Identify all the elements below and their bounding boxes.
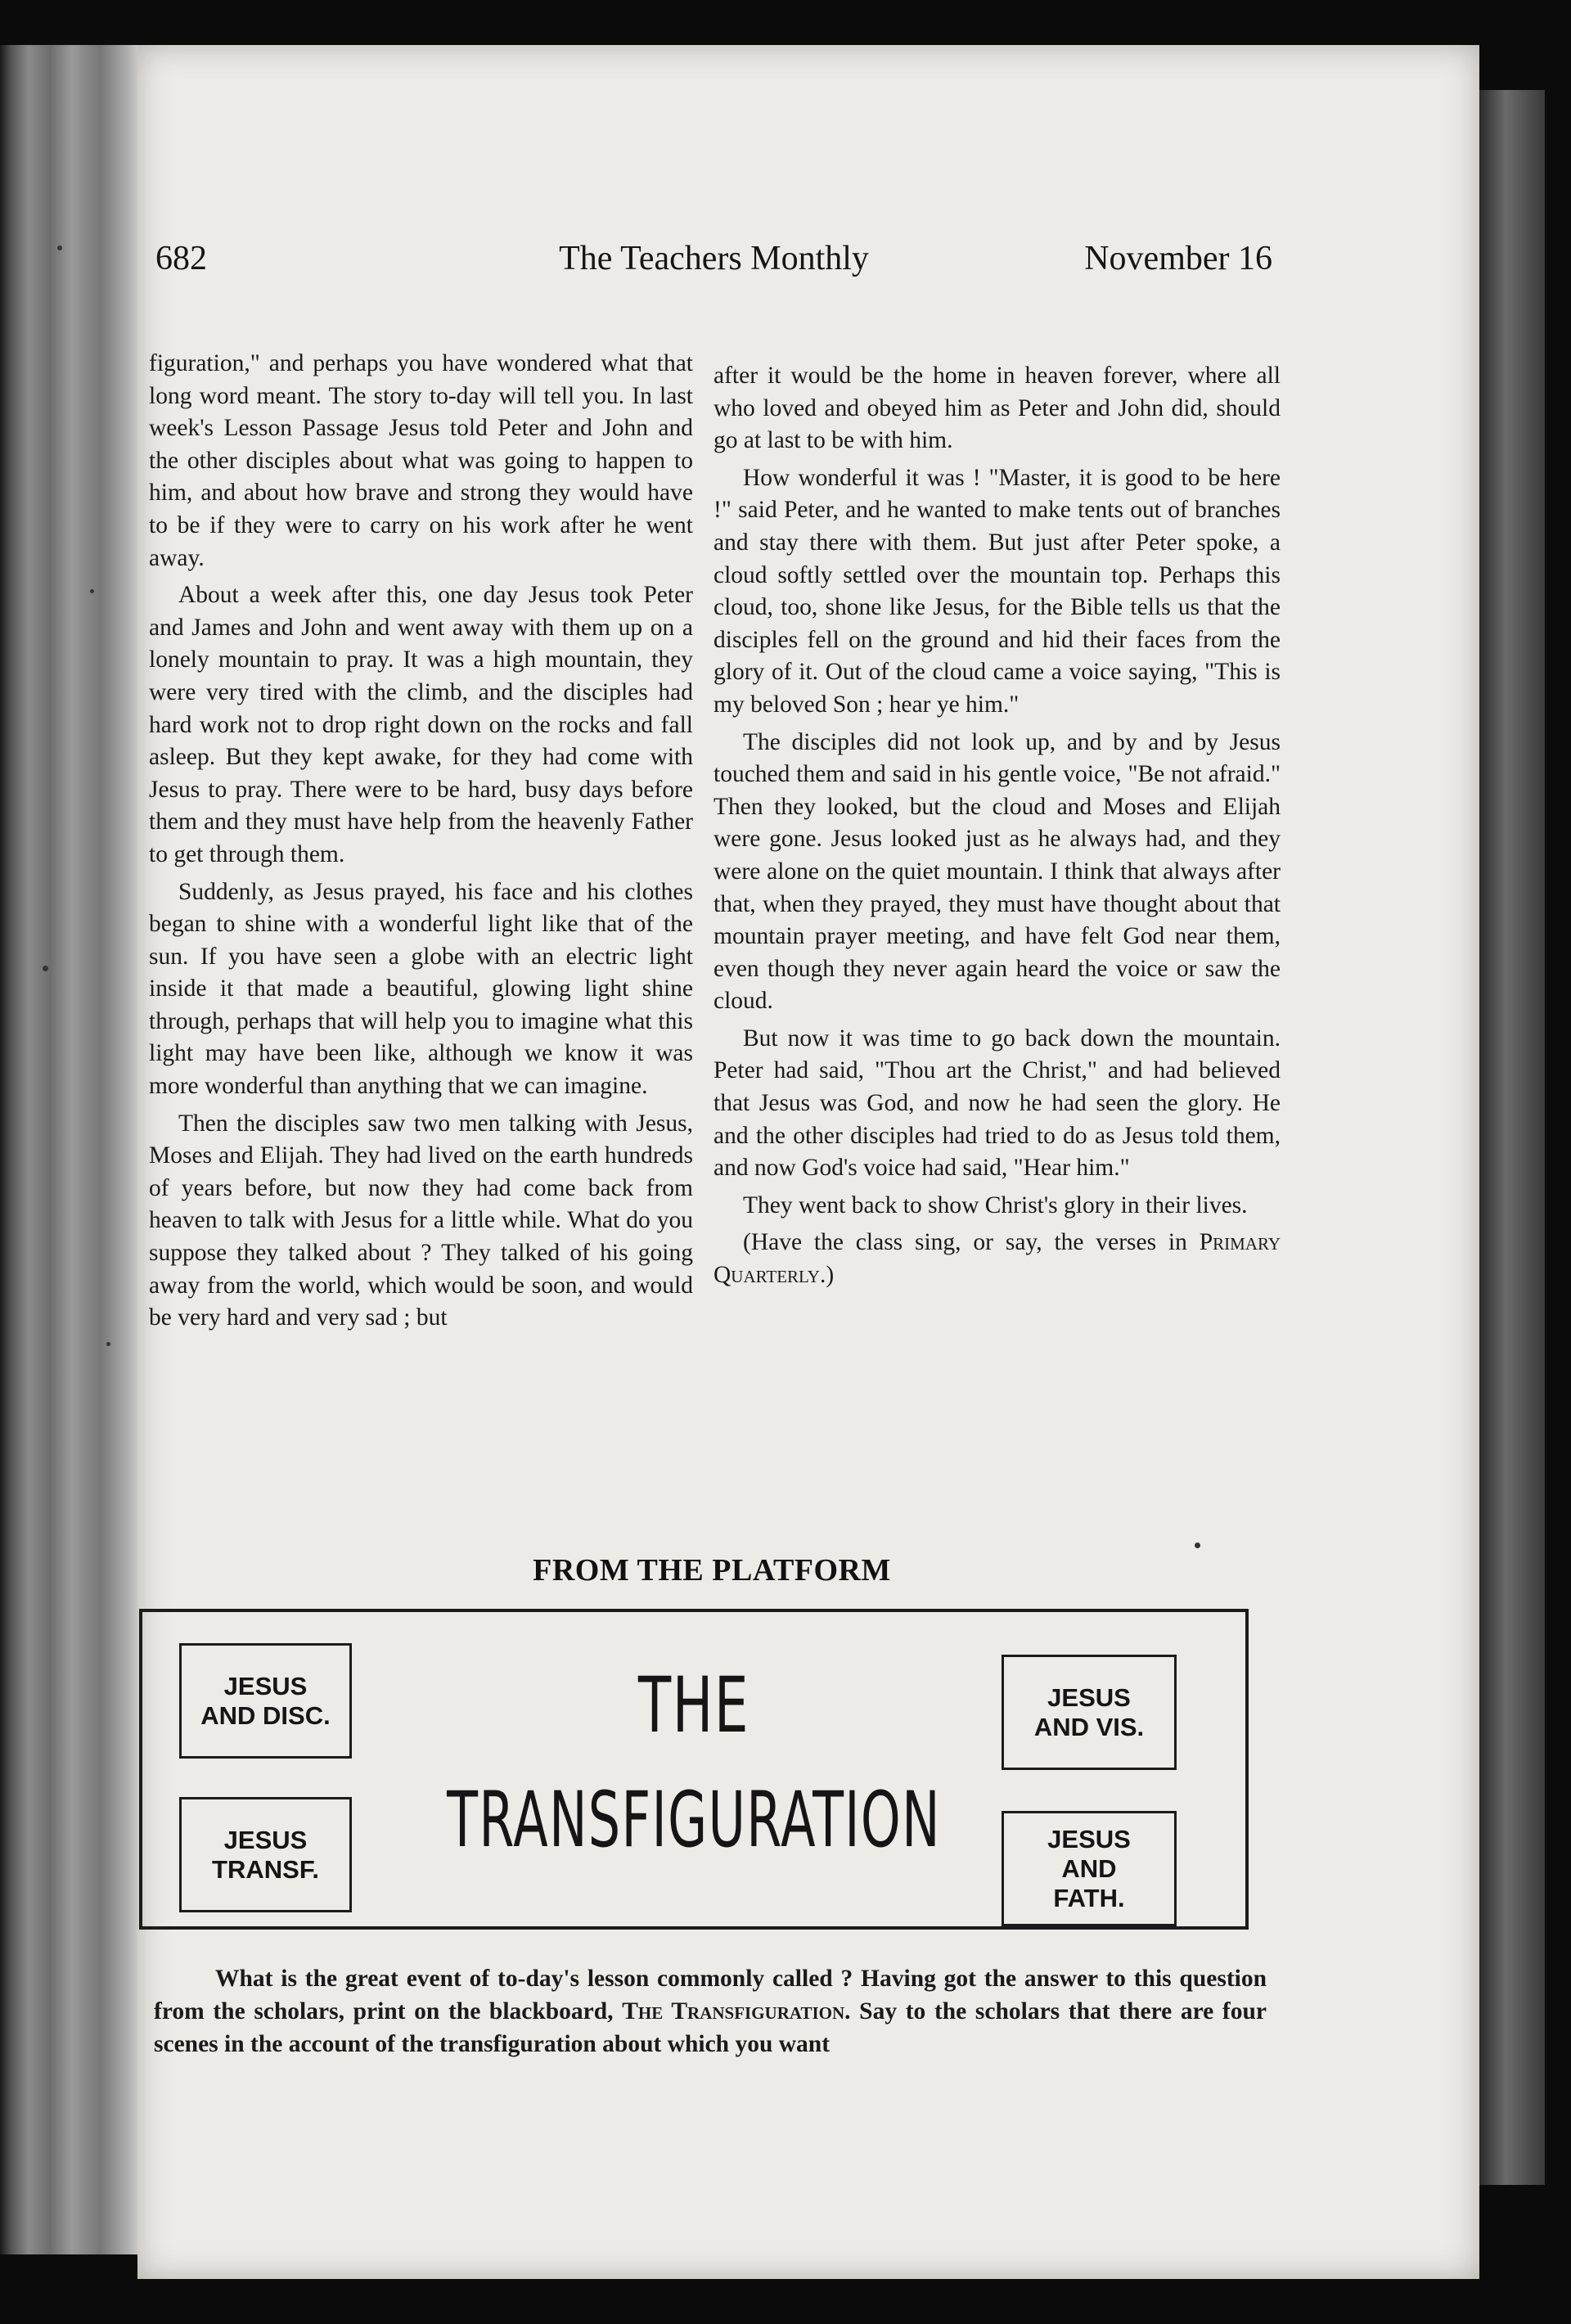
quarterly-reference: Primary Quarterly	[713, 1229, 1281, 1289]
board-title-line2: TRANSFIGURATION	[447, 1776, 941, 1865]
scene-box-transfigured	[179, 1797, 352, 1912]
publication-title: The Teachers Monthly	[559, 240, 869, 277]
right-column	[713, 360, 1281, 1292]
scene-label: FATH.	[1053, 1883, 1125, 1912]
running-header	[155, 239, 1272, 288]
board-title-line1: THE	[637, 1661, 750, 1750]
paper-speck	[90, 589, 94, 593]
paper-speck	[1195, 1543, 1200, 1548]
paper-speck	[57, 245, 62, 250]
instruction-text: . Say to the scholars that there are four scenes in the account of the transfiguration about which you want	[154, 1998, 1267, 2057]
paragraph: figuration," and perhaps you have wondered what that long word meant. The story to-day will tell you. In last week's Lesson Passage Jesus told Peter and John and the other disciples about what was going to happen to him, and about how brave and strong they would have to be if they were to carry on his work after he went away.	[149, 350, 693, 571]
paragraph: About a week after this, one day Jesus took Peter and James and John and went away with them up on a lonely mountain to pray. It was a high mountain, they were very tired with the climb, and the disciples had hard work not to drop right down on the rocks and fall asleep. But they kept awake, for they had come with Jesus to pray. There were to be hard, busy days before them and they must have help from the heavenly Father to get through them.	[149, 582, 693, 867]
scene-label: AND	[1061, 1853, 1117, 1883]
paragraph: after it would be the home in heaven forever, where all who loved and obeyed him as Peter and John did, should go at last to be with him.	[713, 363, 1281, 454]
instruction-paragraph	[154, 1962, 1267, 2061]
scene-label: JESUS	[223, 1671, 308, 1700]
scene-label: TRANSF.	[212, 1854, 319, 1884]
paragraph: How wonderful it was ! "Master, it is good to be here !" said Peter, and he wanted to make tents out of branches and stay there with them. But just after Peter spoke, a cloud softly settled over the mountain top. Perhaps this cloud, too, shone like Jesus, for the Bible tells us that the disciples fell on the ground and hid their faces from the glory of it. Out of the cloud came a voice saying, "This is my beloved Son ; hear ye him."	[713, 464, 1281, 718]
scene-label: JESUS	[1047, 1682, 1131, 1712]
paragraph	[713, 1227, 1281, 1291]
paragraph: Suddenly, as Jesus prayed, his face and his clothes began to shine with a wonderful light like that of the sun. If you have seen a globe with an electric light inside it that made a beautiful, glowing light shine through, perhaps that will help you to imagine what this light may have been like, although we know it was more wonderful than anything that we can imagine.	[149, 878, 693, 1100]
paragraph: But now it was time to go back down the mountain. Peter had said, "Thou art the Christ," and had believed that Jesus was God, and now he had seen the glory. He and the other disciples had tried to do as Jesus told them, and now God's voice had said, "Hear him."	[713, 1025, 1281, 1182]
scene-label: JESUS	[223, 1825, 308, 1854]
left-column	[149, 348, 693, 1335]
blackboard-term: The Transfiguration	[622, 1998, 845, 2024]
facing-page-edge	[1479, 90, 1545, 2185]
book-binding	[0, 45, 143, 2254]
scene-label: AND VIS.	[1033, 1712, 1145, 1741]
paragraph: Then the disciples saw two men talking with Jesus, Moses and Elijah. They had lived on the earth hundreds of years before, but now they had come back from heaven to talk with Jesus for a little while. What do you suppose they talked about ? They talked of his going away from the world, which would be soon, and would be very hard and very sad ; but	[149, 1110, 693, 1331]
issue-date: November 16	[1084, 240, 1272, 277]
paragraph-text: (Have the class sing, or say, the verses in	[743, 1229, 1187, 1256]
blackboard-diagram	[139, 1609, 1249, 1930]
paragraph: They went back to show Christ's glory in their lives.	[743, 1191, 1248, 1218]
scene-label: AND DISC.	[200, 1700, 331, 1730]
paragraph: The disciples did not look up, and by and by Jesus touched them and said in his gentle voice, "Be not afraid." Then they looked, but the cloud and Moses and Elijah were gone. Jesus looked just as he always had, and they were alone on the quiet mountain. I think that always after that, when they prayed, they must have thought about that mountain prayer meeting, and have felt God near them, even though they never again heard the voice or saw the cloud.	[713, 728, 1281, 1015]
page-number: 682	[155, 240, 207, 277]
instruction-text: What is the great event of to-day's lesson commonly called ? Having got the answer to this question from the scholars, print on the blackboard,	[154, 1966, 1267, 2024]
scene-label: JESUS	[1047, 1824, 1131, 1853]
paper-speck	[43, 966, 48, 971]
paragraph-end: .)	[819, 1262, 835, 1289]
paper-speck	[106, 1342, 110, 1346]
section-heading: FROM THE PLATFORM	[533, 1553, 891, 1588]
